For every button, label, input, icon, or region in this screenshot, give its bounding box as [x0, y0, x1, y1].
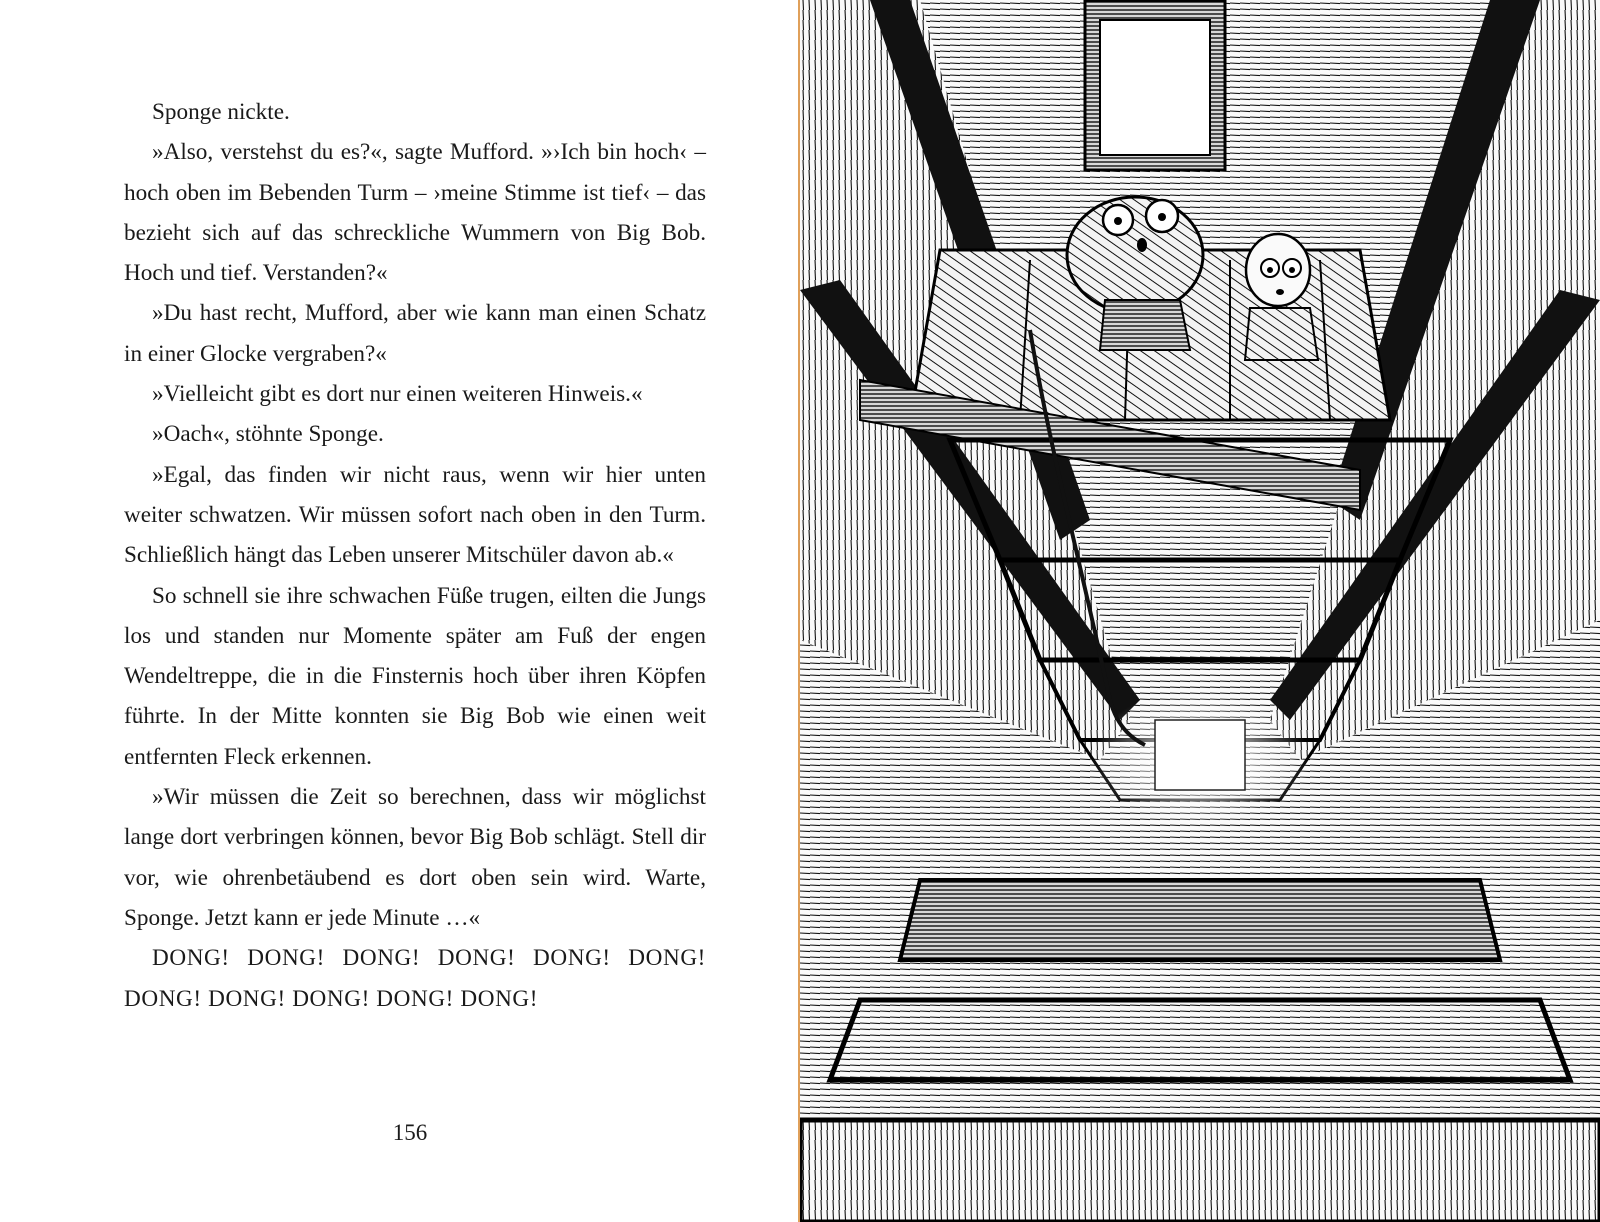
left-page [0, 0, 798, 1222]
paragraph-3: »Du hast recht, Mufford, aber wie kann man einen Schatz in einer Glocke vergraben?« [124, 300, 706, 367]
paragraph-8: »Wir müssen die Zeit so berechnen, dass wir möglichst lange dort verbringen können, bevor Big Bob schlägt. Stell dir vor, wie ohrenbetäubend es dort oben sein wird. Warte, Sponge. Jetzt kann er jede Minute …« [124, 784, 706, 931]
paragraph-2: »Also, verstehst du es?«, sagte Mufford. »›Ich bin hoch‹ – hoch oben im Bebenden Turm – ›meine Stimme ist tief‹ – das bezieht sich auf das schreckliche Wummern von Big Bob. Hoch und tief. Verstanden?« [124, 139, 706, 287]
tower-stairwell-illustration [800, 0, 1600, 1222]
paragraph-7: So schnell sie ihre schwachen Füße trugen, eilten die Jungs los und standen nur Momente später am Fuß der engen Wendeltreppe, die in die Finsternis hoch über ihren Köpfen führte. In der Mitte konnten sie Big Bob wie einen weit entfernten Fleck erkennen. [124, 582, 706, 770]
page-number: 156 [392, 1120, 428, 1145]
paragraph-1: Sponge nickte. [152, 99, 290, 125]
paragraph-dong: DONG! DONG! DONG! DONG! DONG! DONG! DONG! DONG! DONG! DONG! DONG! [124, 945, 706, 1012]
paragraph-5: »Oach«, stöhnte Sponge. [152, 421, 384, 448]
paragraph-6: »Egal, das finden wir nicht raus, wenn wir hier unten weiter schwatzen. Wir müssen sofort nach oben in den Turm. Schließlich hängt das Leben unserer Mitschüler davon ab.« [124, 461, 706, 569]
text-block [124, 92, 706, 1019]
illustration-page [800, 0, 1600, 1222]
paragraph-4: »Vielleicht gibt es dort nur einen weiteren Hinweis.« [152, 381, 643, 408]
